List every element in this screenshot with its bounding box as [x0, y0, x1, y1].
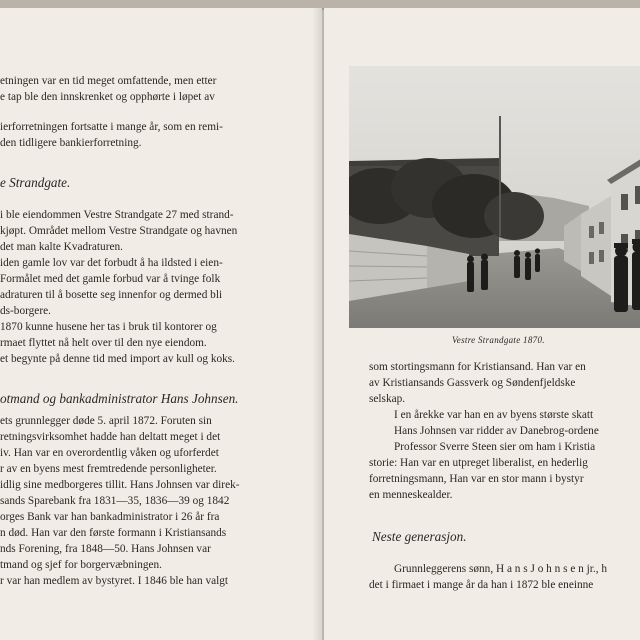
text-line: nds Forening, fra 1848—50. Hans Johnsen var	[0, 543, 211, 555]
text-line: ds-borgere.	[0, 305, 51, 317]
text-line: idlig sine medborgeres tillit. Hans Johnsen var direk-	[0, 479, 240, 491]
text-line: ets grunnlegger døde 5. april 1872. Foruten sin	[0, 415, 212, 427]
text-line: iden gamle lov var det forbudt å ha ildsted i eien-	[0, 257, 223, 269]
text-line: 1870 kunne husene her tas i bruk til kontorer og	[0, 321, 217, 333]
text-line: selskap.	[369, 393, 406, 405]
text-line: i ble eiendommen Vestre Strandgate 27 med strand-	[0, 209, 234, 221]
text-line: en menneskealder.	[369, 489, 453, 501]
text-line: n død. Han var den første formann i Kristiansands	[0, 527, 227, 539]
text-line: adraturen til å bosette seg innenfor og dermed bli	[0, 289, 223, 301]
text-line: Professor Sverre Steen sier om ham i Kristia	[394, 441, 596, 453]
text-line: forretningsmann, Han var en stor mann i bystyr	[369, 473, 584, 485]
text-line: sands Sparebank fra 1831—35, 1836—39 og 1842	[0, 495, 230, 507]
text-line: etningen var en tid meget omfattende, men etter	[0, 75, 217, 87]
text-line: orges Bank var han bankadministrator i 26 år fra	[0, 511, 220, 523]
text-line: den tidligere bankierforretning.	[0, 137, 142, 149]
text-line: retningsvirksomhet hadde han deltatt meget i det	[0, 431, 221, 443]
text-line: Formålet med det gamle forbud var å tvinge folk	[0, 273, 221, 285]
text-line: som stortingsmann for Kristiansand. Han var en	[369, 361, 586, 373]
photo-caption: Vestre Strandgate 1870.	[452, 335, 545, 345]
text-line: Hans Johnsen var ridder av Danebrog-ordene	[394, 425, 599, 437]
left-page	[0, 8, 322, 640]
section-heading: e Strandgate.	[0, 175, 71, 190]
text-line: r av en byens mest fremtredende personligheter.	[0, 463, 217, 475]
text-line: e tap ble den innskrenket og opphørte i løpet av	[0, 91, 215, 103]
text-line: det man kalte Kvadraturen.	[0, 241, 123, 253]
right-page	[324, 8, 640, 640]
text-line: ierforretningen fortsatte i mange år, som en remi-	[0, 121, 223, 133]
text-line: et begynte på denne tid med import av kull og koks.	[0, 353, 235, 365]
street-photo	[349, 66, 640, 328]
section-heading: otmand og bankadministrator Hans Johnsen.	[0, 391, 239, 406]
text-line: iv. Han var en overordentlig våken og uforferdet	[0, 447, 219, 459]
text-line: rmaet flyttet nå helt over til den nye eiendom.	[0, 337, 207, 349]
text-line: det i firmaet i mange år da han i 1872 ble eneinne	[369, 579, 594, 591]
text-line: storie: Han var en utpreget liberalist, en hederlig	[369, 457, 588, 469]
text-line: I en årekke var han en av byens største skatt	[394, 409, 594, 421]
street-photo-illustration	[349, 66, 640, 328]
section-heading: Neste generasjon.	[372, 529, 467, 544]
text-line: av Kristiansands Gassverk og Søndenfjeldske	[369, 377, 576, 389]
text-line: Grunnleggerens sønn, H a n s J o h n s e n jr., h	[394, 563, 608, 575]
text-line: tmand og sjef for borgervæbningen.	[0, 559, 162, 571]
text-line: r var han medlem av bystyret. I 1846 ble han valgt	[0, 575, 229, 587]
text-line: kjøpt. Området mellom Vestre Strandgate og havnen	[0, 225, 238, 237]
